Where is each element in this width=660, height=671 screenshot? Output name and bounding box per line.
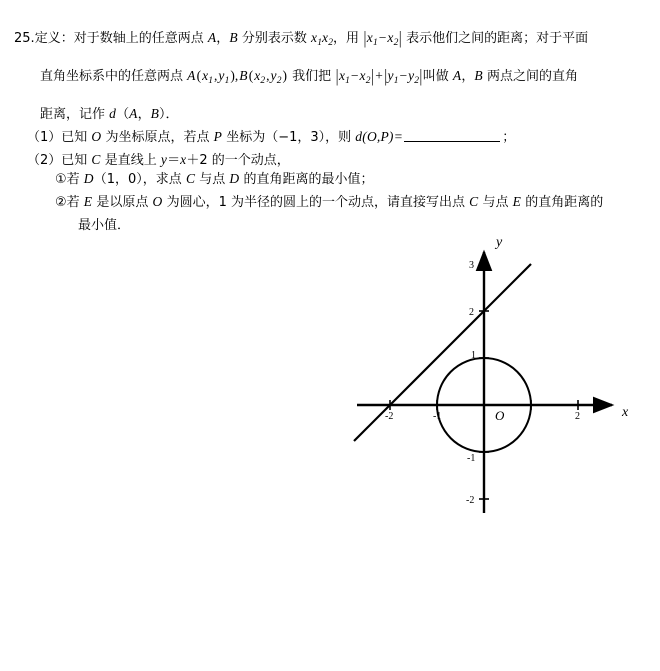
part1-p: P: [213, 129, 223, 144]
abs2-x2-sub: 2: [365, 76, 371, 86]
part1-mid: 为坐标原点，若点: [101, 130, 214, 145]
part2-eq-x: x: [180, 152, 187, 167]
problem-part-1: [27, 127, 515, 147]
b-y: y: [270, 68, 277, 83]
sub1-marker: ①: [55, 172, 67, 187]
part2-tail: 的一个动点，: [207, 153, 290, 168]
abs2-x2: x: [359, 68, 366, 83]
line1-tail: 表示他们之间的距离；对于平面: [402, 31, 589, 46]
notation-d: d: [109, 106, 117, 121]
line3-b: B: [150, 106, 160, 121]
problem-part-2-sub-2: [55, 192, 603, 212]
b-x-sub: 2: [260, 76, 266, 86]
line3-comma: ，: [137, 107, 151, 122]
line2-mid: 我们把: [287, 69, 336, 84]
line2-a: A: [452, 68, 462, 83]
part1-marker: （1）: [27, 130, 62, 145]
sub2-mid2: 为圆心，1 为半径的圆上的一个动点，请直接写出点: [162, 195, 470, 210]
sub1-mid: 与点: [195, 172, 230, 187]
line3-paren-close: ）: [159, 107, 166, 122]
var-x2-sub: 2: [328, 38, 333, 48]
line2-tail: 叫做: [422, 69, 453, 84]
answer-blank-part1[interactable]: [404, 129, 500, 142]
coordinate-plane-figure: [330, 228, 640, 528]
problem-part-2-sub-1: [55, 169, 374, 189]
line2-pre: 直角坐标系中的任意两点: [40, 69, 188, 84]
line2-b: B: [474, 68, 483, 83]
abs-x1-sub: 1: [372, 38, 378, 48]
line3-paren-open: （: [116, 107, 130, 122]
origin-label: O: [495, 408, 505, 423]
var-x1-sub: 1: [317, 38, 322, 48]
y-tick-label--2: -2: [466, 495, 475, 506]
y-tick-label--1: -1: [467, 453, 476, 464]
var-x2: x: [321, 30, 329, 45]
y-tick-label-1: 1: [471, 350, 476, 361]
abs-bar-open: |: [363, 26, 367, 48]
part1-end: ；: [502, 130, 516, 145]
sub1-dp: D: [229, 171, 240, 186]
sub2-pre: 若: [66, 195, 84, 210]
sub2-mid3: 与点: [478, 195, 513, 210]
abs-plus: +: [375, 68, 383, 83]
problem-line-2: 直角坐标系中的任意两点 $A(x_1,y_1),B(x_2,y_2)$ 我们把 $|x_1-x_2| + |y_1-y_2|$叫做 A，B 两点之间的直角: [40, 64, 578, 86]
abs3-y2: y: [408, 68, 415, 83]
y-tick-label-2: 2: [469, 307, 474, 318]
part2-marker: （2）: [27, 153, 62, 168]
part1-d-args: (O,P): [362, 129, 394, 144]
sub2-line2: 最小值．: [78, 218, 131, 233]
definition-label: 定义：: [34, 31, 74, 46]
abs-x2: x: [387, 30, 394, 45]
x-tick-label-2: 2: [575, 411, 580, 422]
a-x-sub: 1: [208, 76, 214, 86]
part2-pre: 已知: [61, 153, 92, 168]
abs-x2-sub: 2: [393, 38, 399, 48]
line2-tail2: 两点之间的直角: [482, 69, 578, 84]
sub2-mid1: 是以原点: [92, 195, 153, 210]
abs3-y1-sub: 1: [393, 76, 399, 86]
x-axis-label: x: [622, 405, 629, 420]
a-x: x: [202, 68, 209, 83]
line2-comma: ，: [461, 69, 475, 84]
sub1-pre: 若: [66, 172, 84, 187]
part2-eq-rest: ＋2: [186, 153, 208, 168]
sub1-coords: （1，0），求点: [93, 172, 186, 187]
abs2-x1: x: [338, 68, 346, 83]
sub1-c: C: [185, 171, 196, 186]
b-y-sub: 2: [276, 76, 282, 86]
line-y-equals-x-plus-2: [354, 264, 531, 441]
abs2-x1-sub: 1: [345, 76, 350, 86]
abs3-minus: −: [399, 68, 408, 83]
problem-line-1: [14, 28, 588, 53]
problem-line-3: [40, 104, 179, 124]
line1-mid: 分别表示数: [237, 31, 312, 46]
part1-o: O: [91, 129, 102, 144]
sub2-ep: E: [512, 194, 522, 209]
problem-part-2: [27, 150, 290, 170]
y-axis-label: y: [496, 235, 503, 250]
part1-equals: =: [394, 129, 403, 144]
x-tick-label--2: -2: [385, 411, 394, 422]
sub2-tail: 的直角距离的: [521, 195, 604, 210]
x-tick-label--1: -1: [433, 411, 442, 422]
part2-eq-y: y: [160, 152, 168, 167]
sub1-d: D: [83, 171, 94, 186]
line3-pre: 距离，记作: [40, 107, 110, 122]
sub2-c: C: [469, 194, 479, 209]
problem-part-2-sub-2-line2: [78, 215, 130, 235]
graph-svg: [330, 228, 640, 528]
sub2-e: E: [83, 194, 93, 209]
var-x1: x: [311, 30, 318, 45]
point-a-coord: A: [187, 68, 196, 83]
abs-x1: x: [366, 30, 373, 45]
part2-mid: 是直线上: [100, 153, 161, 168]
point-b-coord: B: [239, 68, 248, 83]
abs3-y1: y: [387, 68, 394, 83]
abs3-y2-sub: 2: [414, 76, 420, 86]
abs2-minus: −: [350, 68, 359, 83]
y-tick-label-3: 3: [469, 260, 474, 271]
part1-mid2: 坐标为（−1，3），则: [222, 130, 356, 145]
line3-period: ．: [165, 107, 179, 122]
line1-comma-2: ，用: [332, 31, 364, 46]
sub2-o: O: [152, 194, 163, 209]
point-b: B: [229, 30, 238, 45]
part2-c: C: [91, 152, 101, 167]
part1-pre: 已知: [61, 130, 92, 145]
abs-bar-close: |: [398, 26, 402, 48]
a-y-sub: 1: [224, 76, 230, 86]
line1-comma-1: ，: [216, 31, 230, 46]
point-a: A: [207, 30, 217, 45]
a-y: y: [218, 68, 225, 83]
b-x: x: [254, 68, 261, 83]
part1-d: d: [355, 129, 363, 144]
part2-eq-sign: ＝: [167, 153, 181, 168]
problem-number: 25.: [14, 31, 35, 46]
sub1-tail: 的直角距离的最小值；: [239, 172, 374, 187]
sub2-marker: ②: [55, 195, 67, 210]
abs-minus: −: [378, 30, 387, 45]
line1-pre: 对于数轴上的任意两点: [73, 31, 208, 46]
line3-a: A: [129, 106, 138, 121]
